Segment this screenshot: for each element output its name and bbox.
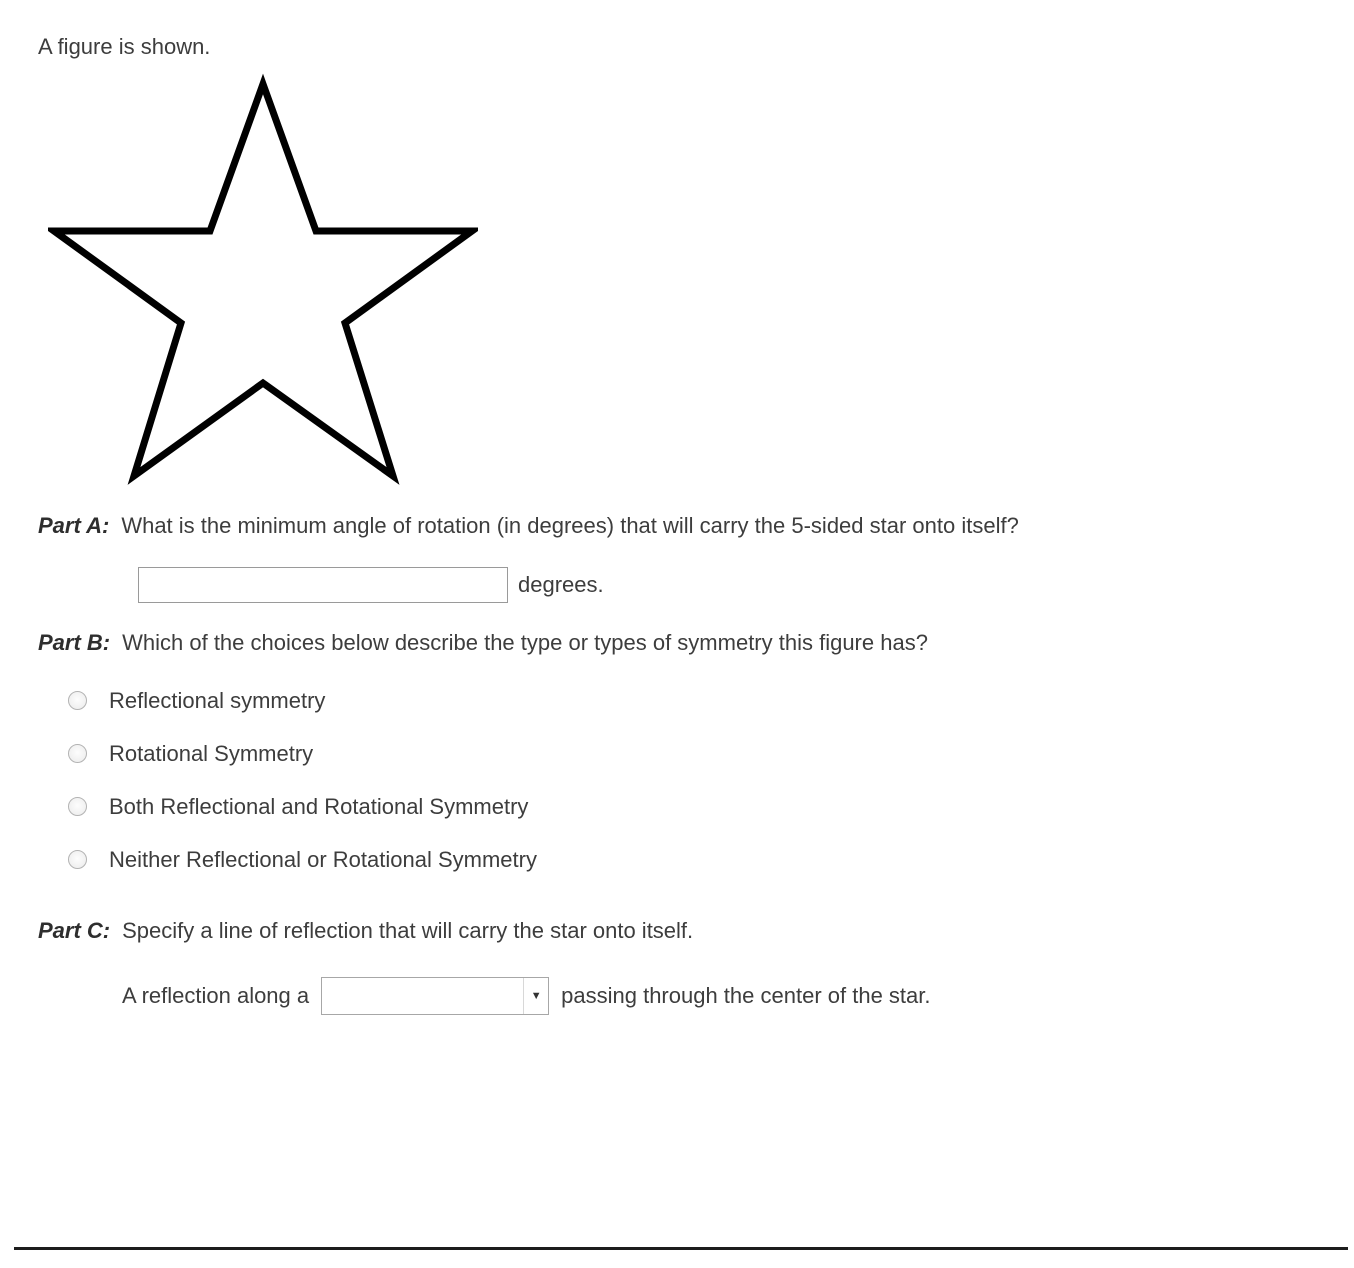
radio-button-both[interactable]: [68, 797, 87, 816]
part-c-label: Part C:: [38, 917, 111, 943]
star-icon: [48, 66, 478, 486]
part-b-question: Which of the choices below describe the type or types of symmetry this figure has?: [122, 629, 928, 655]
part-c-question-line: [38, 917, 1354, 946]
degrees-input[interactable]: [138, 567, 508, 603]
part-b-choices: [68, 688, 1354, 873]
choice-row[interactable]: [68, 688, 1354, 714]
choice-label: Rotational Symmetry: [109, 740, 314, 766]
radio-button-rotational[interactable]: [68, 744, 87, 763]
choice-label: Reflectional symmetry: [109, 687, 326, 713]
choice-row[interactable]: [68, 741, 1354, 767]
reflection-sentence-before: A reflection along a: [122, 983, 310, 1009]
radio-button-reflectional[interactable]: [68, 691, 87, 710]
part-b-label: Part B:: [38, 629, 111, 655]
choice-row[interactable]: [68, 794, 1354, 820]
line-of-reflection-select[interactable]: [321, 977, 549, 1015]
bottom-divider: [14, 1247, 1348, 1250]
chevron-down-icon[interactable]: ▼: [523, 978, 548, 1014]
part-c-question: Specify a line of reflection that will carry the star onto itself.: [122, 917, 694, 943]
part-a-question-line: [38, 512, 1354, 541]
degrees-unit-label: degrees.: [518, 571, 604, 597]
part-a-block: [38, 512, 1354, 603]
star-figure: [48, 66, 478, 486]
choice-row[interactable]: [68, 847, 1354, 873]
part-b-block: [38, 629, 1354, 873]
part-b-question-line: [38, 629, 1354, 658]
part-c-answer-row: [122, 977, 1354, 1015]
choice-label: Both Reflectional and Rotational Symmetry: [109, 793, 529, 819]
choice-label: Neither Reflectional or Rotational Symmetry: [109, 846, 537, 872]
reflection-sentence-after: passing through the center of the star.: [561, 983, 931, 1009]
part-a-label: Part A:: [38, 513, 110, 539]
radio-button-neither[interactable]: [68, 850, 87, 869]
intro-text: A figure is shown.: [38, 34, 211, 59]
part-a-answer-row: [138, 567, 1354, 603]
part-c-block: [38, 917, 1354, 1016]
part-a-question: What is the minimum angle of rotation (in degrees) that will carry the 5-sided star onto itself?: [121, 513, 1019, 539]
